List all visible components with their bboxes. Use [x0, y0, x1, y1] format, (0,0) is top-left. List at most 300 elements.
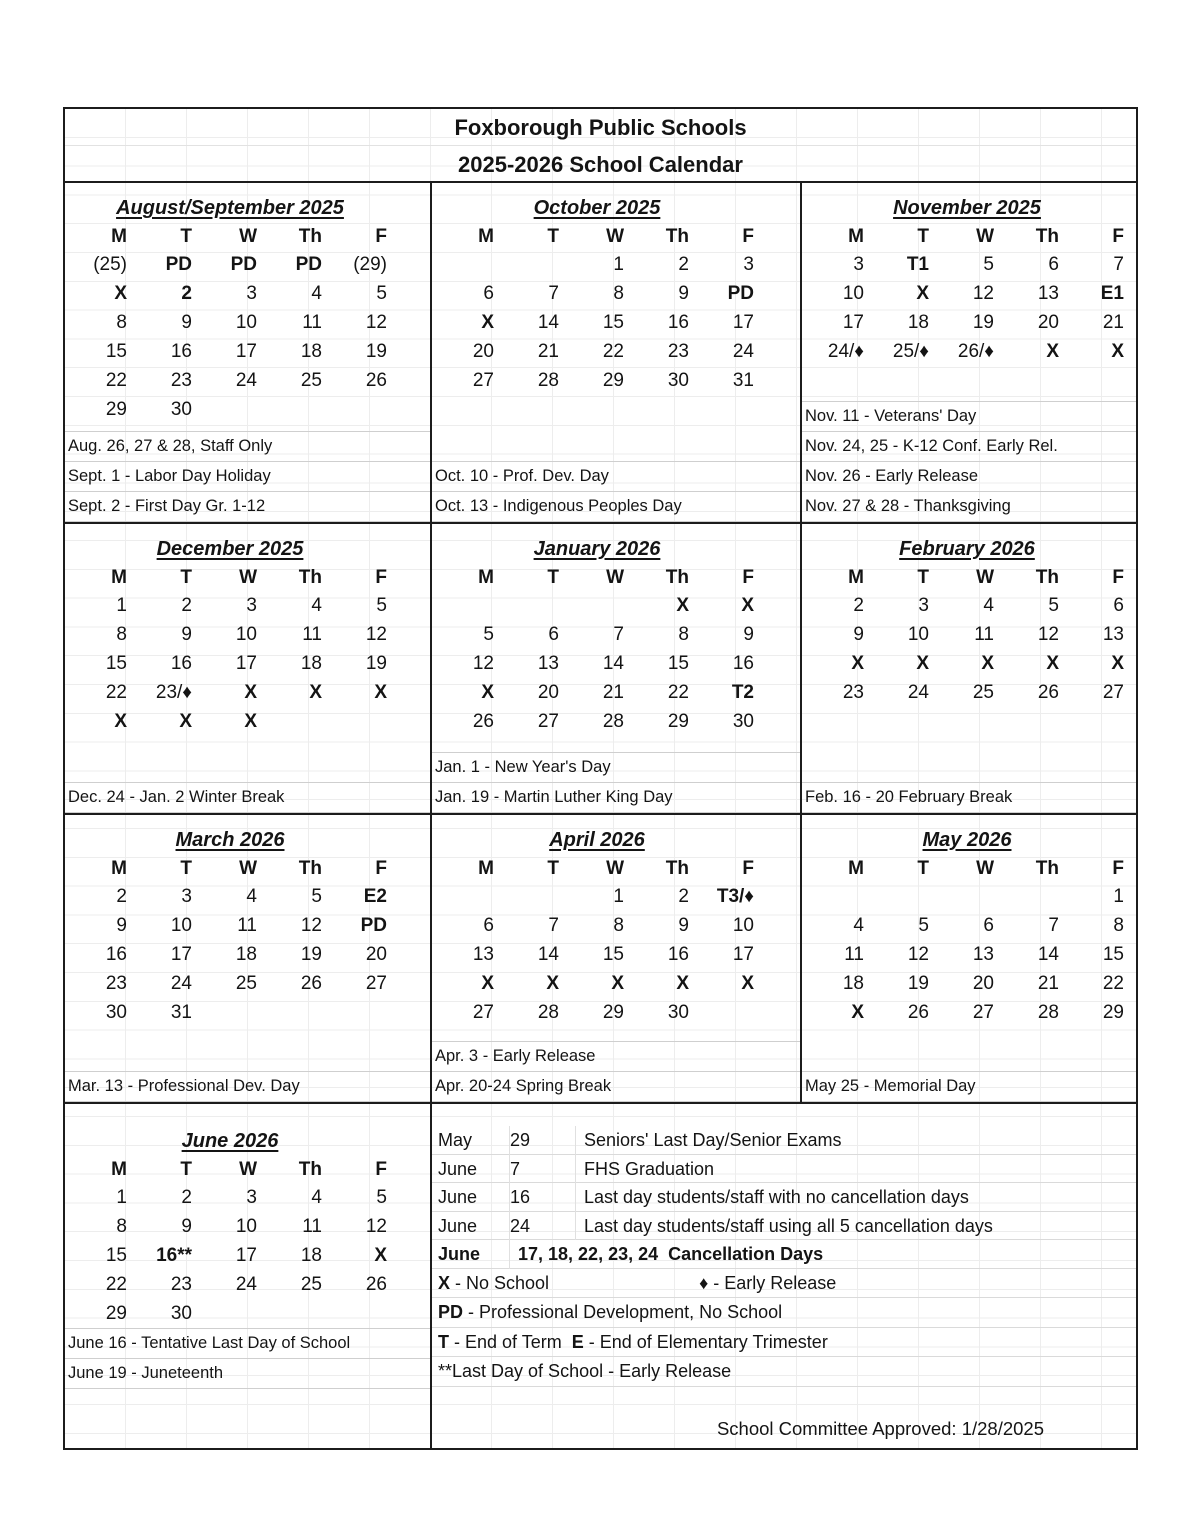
- day-cell: 2: [853, 595, 864, 616]
- day-cell: X: [851, 653, 864, 674]
- legend-key-segment: **Last Day of School - Early Release: [438, 1361, 732, 1381]
- day-cell: 23: [667, 341, 689, 362]
- day-cell: 17: [732, 312, 754, 333]
- section-spring: [65, 813, 1136, 1102]
- day-cell: 10: [235, 624, 257, 645]
- day-header: W: [976, 858, 994, 879]
- day-cell: 10: [907, 624, 929, 645]
- day-cell: 16: [105, 944, 127, 965]
- day-cell: X: [546, 973, 559, 994]
- day-cell-filler: [392, 591, 430, 620]
- day-cell: 2: [678, 254, 689, 275]
- month-note: Dec. 24 - Jan. 2 Winter Break: [65, 782, 430, 813]
- day-grid: [432, 224, 800, 395]
- day-cell: 19: [907, 973, 929, 994]
- month-note: Nov. 11 - Veterans' Day: [802, 401, 1136, 431]
- day-cell-filler: [392, 969, 430, 998]
- day-cell: 26: [300, 973, 322, 994]
- month-title: November 2025: [893, 197, 1041, 219]
- day-cell: 12: [365, 312, 387, 333]
- day-cell-filler: [392, 1183, 430, 1212]
- day-header: T: [547, 226, 559, 247]
- day-header-filler: [759, 224, 800, 250]
- day-cell: 25: [300, 370, 322, 391]
- day-cell: 19: [365, 341, 387, 362]
- day-cell: 14: [1037, 944, 1059, 965]
- day-cell: 12: [300, 915, 322, 936]
- day-cell: 27: [1102, 682, 1124, 703]
- legend-key-segment: E: [571, 1331, 584, 1352]
- day-cell: PD: [230, 254, 257, 275]
- day-cell: PD: [727, 283, 754, 304]
- day-cell: 4: [311, 595, 322, 616]
- legend-key-row: [432, 1298, 1136, 1328]
- month-block: [65, 524, 430, 813]
- day-cell: PD: [165, 254, 192, 275]
- day-header-filler: [392, 565, 430, 591]
- day-cell: 27: [972, 1002, 994, 1023]
- day-cell: 23: [170, 370, 192, 391]
- day-cell: T2: [731, 682, 754, 703]
- month-note: Apr. 20-24 Spring Break: [432, 1071, 800, 1102]
- day-cell: 10: [235, 312, 257, 333]
- day-grid: [432, 856, 800, 1027]
- day-header-filler: [392, 856, 430, 882]
- day-header: F: [1112, 226, 1124, 247]
- day-header: Th: [298, 567, 322, 588]
- day-cell: 8: [613, 283, 624, 304]
- day-cell: 3: [853, 254, 864, 275]
- day-cell: 25: [235, 973, 257, 994]
- day-cell: X: [481, 682, 494, 703]
- day-cell: X: [481, 312, 494, 333]
- day-cell: X: [179, 711, 192, 732]
- day-cell: 2: [181, 1187, 192, 1208]
- day-header: W: [606, 226, 624, 247]
- legend-event-row: [432, 1212, 1136, 1241]
- month-block: [802, 183, 1136, 522]
- legend-event-row: [432, 1240, 1136, 1269]
- legend-key-row: [432, 1357, 1136, 1387]
- day-cell: 30: [105, 1002, 127, 1023]
- day-cell: 12: [972, 283, 994, 304]
- day-cell: 4: [311, 283, 322, 304]
- day-cell: 6: [983, 915, 994, 936]
- day-cell: [327, 707, 392, 736]
- day-cell: X: [481, 973, 494, 994]
- day-cell: [499, 250, 564, 279]
- day-cell: 14: [537, 944, 559, 965]
- day-cell: 20: [537, 682, 559, 703]
- day-cell-filler: [392, 395, 430, 424]
- day-cell: 30: [667, 1002, 689, 1023]
- legend-event-row: [432, 1155, 1136, 1184]
- day-cell: X: [851, 1002, 864, 1023]
- day-cell: [499, 591, 564, 620]
- day-header: F: [742, 858, 754, 879]
- day-cell: 26/♦: [957, 341, 994, 362]
- day-grid: [802, 565, 1136, 707]
- day-header: M: [111, 858, 127, 879]
- day-cell: 20: [972, 973, 994, 994]
- day-header: Th: [1035, 226, 1059, 247]
- day-cell: 30: [170, 399, 192, 420]
- month-title: April 2026: [549, 829, 645, 851]
- day-cell-filler: [392, 998, 430, 1027]
- day-cell-filler: [1129, 649, 1136, 678]
- day-cell: [197, 395, 262, 424]
- day-cell: X: [1111, 341, 1124, 362]
- day-cell: 3: [743, 254, 754, 275]
- day-header: W: [239, 226, 257, 247]
- day-cell: 11: [302, 312, 322, 333]
- day-header-filler: [1129, 856, 1136, 882]
- day-cell: 10: [235, 1216, 257, 1237]
- day-header: T: [180, 1159, 192, 1180]
- day-header: W: [606, 567, 624, 588]
- day-cell: 22: [602, 341, 624, 362]
- day-cell: 23: [105, 973, 127, 994]
- legend-key-segment: - End of Term: [449, 1331, 562, 1352]
- day-cell: X: [741, 595, 754, 616]
- day-cell: 6: [548, 624, 559, 645]
- month-notes: [432, 752, 800, 813]
- month-block: [432, 183, 800, 522]
- day-cell: 4: [311, 1187, 322, 1208]
- day-cell: 24: [235, 1274, 257, 1295]
- day-cell: 25: [300, 1274, 322, 1295]
- day-cell: 19: [300, 944, 322, 965]
- day-cell: 31: [170, 1002, 192, 1023]
- day-cell: 30: [732, 711, 754, 732]
- day-header: M: [478, 858, 494, 879]
- legend-event-row: [432, 1183, 1136, 1212]
- day-cell: X: [916, 283, 929, 304]
- day-cell: [262, 998, 327, 1027]
- day-cell-filler: [1129, 250, 1136, 279]
- day-cell: 11: [302, 624, 322, 645]
- day-grid: [432, 565, 800, 736]
- day-cell-filler: [392, 678, 430, 707]
- day-cell: 29: [1102, 1002, 1124, 1023]
- month-col-november: [800, 183, 1136, 522]
- month-col-june: [65, 1104, 430, 1448]
- day-header: M: [111, 226, 127, 247]
- legend-event-text: Last day students/staff with no cancellation days: [584, 1187, 969, 1207]
- day-cell: [262, 707, 327, 736]
- section-june-legend: [65, 1102, 1136, 1448]
- month-block: [802, 815, 1136, 1102]
- day-cell: 2: [181, 283, 192, 304]
- day-cell: 9: [678, 283, 689, 304]
- day-header: Th: [298, 1159, 322, 1180]
- day-cell: 24: [170, 973, 192, 994]
- day-cell-filler: [392, 308, 430, 337]
- month-notes: [65, 431, 430, 522]
- day-cell: 9: [743, 624, 754, 645]
- day-cell: 1: [1113, 886, 1124, 907]
- day-cell-filler: [759, 969, 800, 998]
- school-name: Foxborough Public Schools: [65, 109, 1136, 146]
- day-cell: 15: [105, 653, 127, 674]
- month-note: Sept. 1 - Labor Day Holiday: [65, 461, 430, 491]
- day-cell: 22: [105, 682, 127, 703]
- day-cell: 27: [537, 711, 559, 732]
- day-cell: 14: [537, 312, 559, 333]
- day-cell: 20: [365, 944, 387, 965]
- day-cell: 23: [842, 682, 864, 703]
- month-col-may: [800, 815, 1136, 1102]
- day-header: W: [976, 567, 994, 588]
- month-note: Oct. 10 - Prof. Dev. Day: [432, 461, 800, 491]
- day-cell: 18: [300, 341, 322, 362]
- month-notes: [65, 1328, 430, 1389]
- month-title: December 2025: [156, 538, 304, 560]
- day-cell: 29: [105, 1303, 127, 1324]
- legend-key-segment: - No School: [450, 1272, 550, 1293]
- day-grid: [65, 565, 430, 736]
- day-header: F: [375, 858, 387, 879]
- day-cell-filler: [1129, 998, 1136, 1027]
- day-cell: 25: [972, 682, 994, 703]
- day-cell: 28: [537, 370, 559, 391]
- day-cell: 8: [678, 624, 689, 645]
- day-cell-filler: [759, 250, 800, 279]
- day-cell: 19: [365, 653, 387, 674]
- day-cell: 17: [235, 1245, 257, 1266]
- day-cell: 21: [1102, 312, 1124, 333]
- day-cell: 4: [983, 595, 994, 616]
- day-cell: E2: [363, 886, 387, 907]
- day-header: F: [742, 226, 754, 247]
- day-cell: 30: [170, 1303, 192, 1324]
- day-cell: 15: [667, 653, 689, 674]
- day-cell: 11: [237, 915, 257, 936]
- day-cell: 13: [472, 944, 494, 965]
- month-block: [65, 1104, 430, 1448]
- month-note: Sept. 2 - First Day Gr. 1-12: [65, 491, 430, 522]
- month-note: June 16 - Tentative Last Day of School: [65, 1328, 430, 1358]
- day-cell-filler: [759, 279, 800, 308]
- day-cell: 22: [667, 682, 689, 703]
- day-cell: 16**: [156, 1245, 192, 1266]
- month-title: October 2025: [533, 197, 661, 219]
- day-cell-filler: [759, 882, 800, 911]
- legend-event-text: FHS Graduation: [584, 1158, 715, 1179]
- day-cell: X: [741, 973, 754, 994]
- day-cell-filler: [392, 707, 430, 736]
- day-cell: 29: [667, 711, 689, 732]
- day-cell: X: [374, 1245, 387, 1266]
- day-cell: 13: [1102, 624, 1124, 645]
- month-note: Jan. 1 - New Year's Day: [432, 752, 800, 782]
- day-header: Th: [298, 858, 322, 879]
- day-cell: 22: [105, 1274, 127, 1295]
- day-header: T: [180, 226, 192, 247]
- day-cell-filler: [1129, 940, 1136, 969]
- day-cell: X: [309, 682, 322, 703]
- section-winter: [65, 522, 1136, 813]
- month-notes: [432, 1041, 800, 1102]
- day-cell: 13: [1037, 283, 1059, 304]
- month-title: June 2026: [181, 1130, 279, 1152]
- day-grid: [65, 1157, 430, 1328]
- day-cell: 27: [472, 1002, 494, 1023]
- day-cell: 9: [116, 915, 127, 936]
- day-cell-filler: [392, 1241, 430, 1270]
- day-cell: [434, 882, 499, 911]
- day-cell: X: [981, 653, 994, 674]
- month-note: June 19 - Juneteenth: [65, 1358, 430, 1389]
- day-cell: 24: [732, 341, 754, 362]
- day-cell: 17: [235, 341, 257, 362]
- legend-key-row: [432, 1328, 1136, 1358]
- day-cell: 10: [170, 915, 192, 936]
- day-cell: T1: [906, 254, 929, 275]
- day-cell: 5: [376, 595, 387, 616]
- month-title: March 2026: [175, 829, 285, 851]
- day-cell: [262, 395, 327, 424]
- day-cell: 15: [105, 1245, 127, 1266]
- day-cell-filler: [1129, 882, 1136, 911]
- day-header: M: [478, 226, 494, 247]
- day-cell: X: [611, 973, 624, 994]
- month-col-december: [65, 524, 430, 813]
- day-cell: 5: [983, 254, 994, 275]
- day-header: M: [478, 567, 494, 588]
- day-cell: 8: [116, 624, 127, 645]
- day-header: Th: [298, 226, 322, 247]
- day-cell: 26: [1037, 682, 1059, 703]
- day-cell: (25): [93, 254, 127, 275]
- day-cell: 6: [483, 283, 494, 304]
- day-cell: 20: [1037, 312, 1059, 333]
- legend-event-day: 7: [510, 1155, 576, 1184]
- day-header: M: [848, 226, 864, 247]
- day-cell: [999, 882, 1064, 911]
- day-cell: 15: [602, 312, 624, 333]
- day-cell: 23/♦: [155, 682, 192, 703]
- day-cell-filler: [392, 1270, 430, 1299]
- month-title: January 2026: [533, 538, 661, 560]
- legend-key-segment: PD: [438, 1302, 464, 1322]
- day-cell: 25/♦: [892, 341, 929, 362]
- day-cell: 11: [974, 624, 994, 645]
- day-cell: 26: [365, 1274, 387, 1295]
- day-header-filler: [759, 856, 800, 882]
- day-cell: 1: [613, 886, 624, 907]
- day-cell: 29: [602, 370, 624, 391]
- day-cell: 21: [1037, 973, 1059, 994]
- day-cell: 9: [853, 624, 864, 645]
- day-cell: 12: [907, 944, 929, 965]
- day-cell: 12: [472, 653, 494, 674]
- day-cell: 5: [1048, 595, 1059, 616]
- legend-event-text: Last day students/staff using all 5 cancellation days: [584, 1215, 993, 1236]
- day-header: F: [1112, 858, 1124, 879]
- day-cell: 9: [181, 312, 192, 333]
- day-cell-filler: [1129, 308, 1136, 337]
- day-cell: 22: [105, 370, 127, 391]
- day-cell: 15: [1102, 944, 1124, 965]
- day-cell: T3/♦: [716, 886, 754, 907]
- month-note: Mar. 13 - Professional Dev. Day: [65, 1071, 430, 1102]
- day-cell: [197, 998, 262, 1027]
- month-note: Nov. 27 & 28 - Thanksgiving: [802, 491, 1136, 522]
- day-cell: 18: [842, 973, 864, 994]
- day-cell: 1: [116, 595, 127, 616]
- day-cell-filler: [1129, 969, 1136, 998]
- day-cell-filler: [1129, 591, 1136, 620]
- day-cell-filler: [392, 911, 430, 940]
- day-cell: 7: [613, 624, 624, 645]
- month-title: May 2026: [922, 829, 1012, 851]
- day-cell-filler: [392, 1299, 430, 1328]
- legend-keys: [432, 1269, 1136, 1387]
- day-cell: 2: [678, 886, 689, 907]
- calendar-sheet: [63, 107, 1138, 1450]
- day-cell: E1: [1100, 283, 1124, 304]
- day-header: T: [917, 567, 929, 588]
- day-header: F: [742, 567, 754, 588]
- month-block: [802, 524, 1136, 813]
- day-cell-filler: [392, 882, 430, 911]
- legend-key-segment: - End of Elementary Trimester: [583, 1331, 828, 1352]
- day-cell: 21: [537, 341, 559, 362]
- day-cell: 3: [181, 886, 192, 907]
- day-cell: 21: [602, 682, 624, 703]
- day-cell: 11: [844, 944, 864, 965]
- month-block: [65, 815, 430, 1102]
- day-cell: 23: [170, 1274, 192, 1295]
- day-cell: [934, 882, 999, 911]
- day-cell-filler: [759, 707, 800, 736]
- day-cell: 7: [1048, 915, 1059, 936]
- day-header: M: [111, 1159, 127, 1180]
- day-cell: X: [244, 711, 257, 732]
- day-cell-filler: [392, 279, 430, 308]
- day-cell: 5: [376, 1187, 387, 1208]
- day-header: T: [547, 567, 559, 588]
- day-header-filler: [1129, 565, 1136, 591]
- day-cell: 16: [170, 341, 192, 362]
- day-header: Th: [665, 567, 689, 588]
- month-note: May 25 - Memorial Day: [802, 1071, 1136, 1102]
- day-header: F: [375, 567, 387, 588]
- day-header: Th: [1035, 567, 1059, 588]
- month-notes: [802, 782, 1136, 813]
- day-cell: 8: [116, 1216, 127, 1237]
- day-cell: 8: [1113, 915, 1124, 936]
- month-note: Oct. 13 - Indigenous Peoples Day: [432, 491, 800, 522]
- day-cell-filler: [759, 911, 800, 940]
- day-cell-filler: [392, 649, 430, 678]
- legend: [430, 1104, 1136, 1448]
- month-notes: [432, 461, 800, 522]
- day-cell: 16: [170, 653, 192, 674]
- title-area: [65, 109, 1136, 181]
- day-cell-filler: [1129, 911, 1136, 940]
- day-header: T: [917, 226, 929, 247]
- approval-note: School Committee Approved: 1/28/2025: [716, 1418, 1044, 1439]
- day-cell: 5: [483, 624, 494, 645]
- day-cell: 29: [602, 1002, 624, 1023]
- month-notes: [802, 401, 1136, 522]
- day-header: W: [606, 858, 624, 879]
- day-cell-filler: [392, 1212, 430, 1241]
- month-col-february: [800, 524, 1136, 813]
- legend-event-month: June: [438, 1183, 510, 1212]
